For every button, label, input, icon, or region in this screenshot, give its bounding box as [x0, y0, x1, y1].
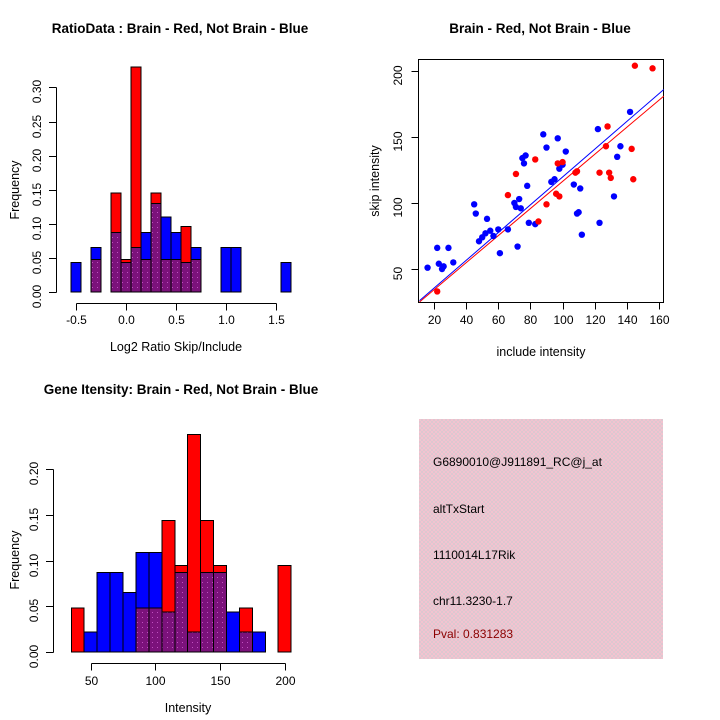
svg-text:0.10: 0.10	[27, 553, 41, 578]
svg-text:150: 150	[210, 674, 231, 688]
svg-text:0.30: 0.30	[30, 79, 44, 104]
svg-text:160: 160	[649, 313, 670, 327]
scatter-title: Brain - Red, Not Brain - Blue	[449, 21, 631, 36]
ratio-histogram-ylabel: Frequency	[8, 160, 22, 220]
probe-id-text: G6890010@J911891_RC@j_at	[433, 455, 602, 469]
gene-intensity-histogram-ylabel: Frequency	[8, 530, 22, 590]
analysis-type-text: altTxStart	[433, 502, 485, 516]
gene-name-text: 1110014L17Rik	[433, 548, 516, 562]
svg-text:0.05: 0.05	[30, 250, 44, 275]
svg-text:0.25: 0.25	[30, 114, 44, 139]
svg-text:200: 200	[391, 65, 405, 86]
svg-text:120: 120	[585, 313, 606, 327]
gene-info-box	[419, 419, 663, 659]
svg-text:20: 20	[427, 313, 442, 327]
gene-intensity-histogram-xlabel: Intensity	[164, 701, 212, 715]
svg-text:0.00: 0.00	[30, 284, 44, 309]
svg-text:1.0: 1.0	[218, 313, 235, 327]
svg-text:80: 80	[523, 313, 538, 327]
gene-intensity-histogram-title: Gene Itensity: Brain - Red, Not Brain - Blue	[43, 382, 319, 397]
svg-text:60: 60	[491, 313, 506, 327]
svg-text:150: 150	[391, 131, 405, 152]
scatter-ylabel: skip intensity	[368, 145, 382, 217]
svg-text:0.20: 0.20	[30, 148, 44, 173]
svg-text:0.0: 0.0	[118, 313, 135, 327]
svg-text:0.00: 0.00	[27, 644, 41, 669]
pval-text: Pval: 0.831283	[433, 627, 514, 641]
svg-text:0.10: 0.10	[30, 216, 44, 241]
svg-text:1.5: 1.5	[268, 313, 285, 327]
svg-text:40: 40	[459, 313, 474, 327]
scatter-xlabel: include intensity	[496, 345, 586, 359]
ratio-histogram-title: RatioData : Brain - Red, Not Brain - Blue	[51, 21, 309, 36]
svg-text:100: 100	[145, 674, 166, 688]
svg-text:50: 50	[391, 266, 405, 281]
svg-text:0.05: 0.05	[27, 598, 41, 623]
svg-text:0.15: 0.15	[30, 182, 44, 207]
svg-text:100: 100	[391, 197, 405, 218]
locus-text: chr11.3230-1.7	[433, 594, 513, 608]
svg-text:0.20: 0.20	[27, 461, 41, 486]
svg-text:200: 200	[275, 674, 296, 688]
svg-text:-0.5: -0.5	[66, 313, 87, 327]
svg-text:50: 50	[84, 674, 99, 688]
ratio-histogram-xlabel: Log2 Ratio Skip/Include	[109, 340, 243, 354]
svg-text:140: 140	[617, 313, 638, 327]
svg-text:0.15: 0.15	[27, 507, 41, 532]
svg-text:100: 100	[553, 313, 574, 327]
svg-text:0.5: 0.5	[168, 313, 185, 327]
